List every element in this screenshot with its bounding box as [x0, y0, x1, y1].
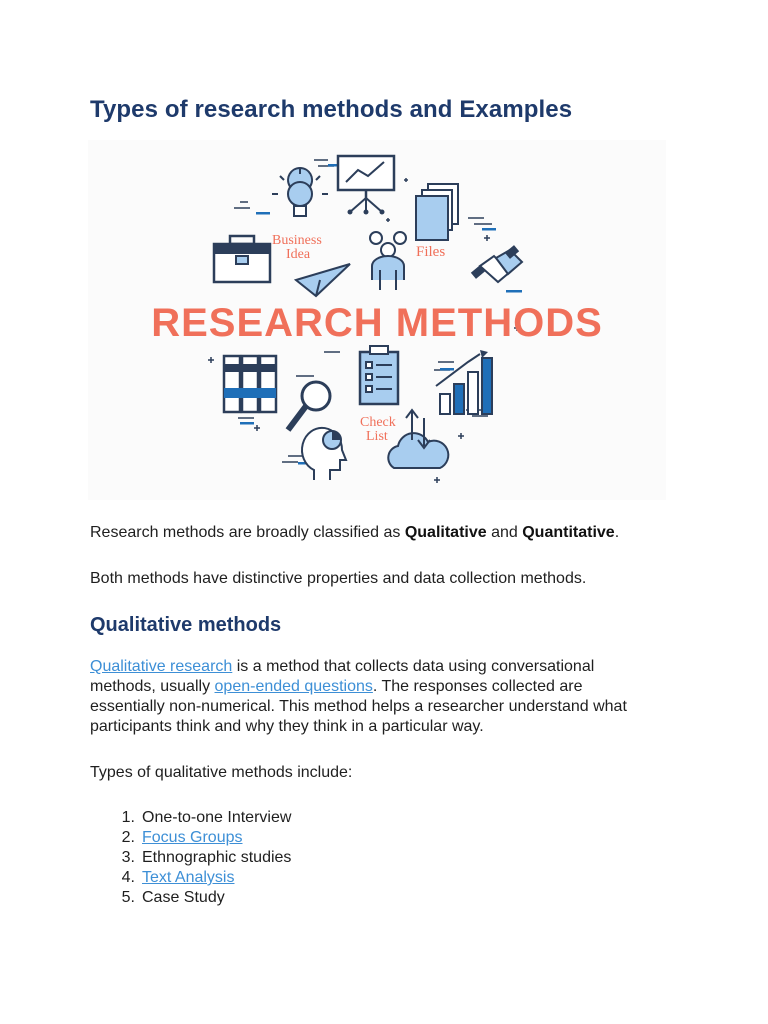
checklist-icon: [360, 346, 398, 404]
list-item-number: 2.: [121, 829, 135, 846]
list-item-text: Ethnographic studies: [142, 849, 292, 866]
list-item: [90, 888, 291, 908]
list-item-text: Case Study: [142, 889, 225, 906]
cloud-upload-icon: [388, 410, 448, 468]
paper-plane-icon: [296, 264, 350, 296]
head-analytics-icon: [302, 428, 346, 480]
qualitative-line2-prefix: methods, usually: [90, 678, 215, 695]
types-intro-text: Types of qualitative methods include:: [90, 764, 353, 781]
list-item-number: 3.: [121, 849, 135, 866]
text-analysis-link[interactable]: Text Analysis: [142, 869, 235, 886]
handshake-icon: [471, 245, 522, 282]
list-item: [90, 828, 291, 848]
briefcase-icon: [214, 236, 270, 282]
list-item-text: One-to-one Interview: [142, 809, 292, 826]
intro-text-mid: and: [486, 524, 523, 541]
qualitative-methods-heading: Qualitative methods: [90, 614, 282, 636]
magnifying-glass-icon: [288, 382, 330, 430]
light-bulb-icon: [272, 168, 328, 216]
qualitative-term: Qualitative: [404, 524, 487, 541]
business-idea-label-line2: Idea: [286, 247, 311, 262]
presentation-board-icon: [338, 156, 394, 215]
qualitative-description-line3: essentially non-numerical. This method helps a researcher understand what: [90, 698, 627, 715]
qualitative-description-line4: participants think and why they think in a particular way.: [90, 718, 484, 735]
files-icon: [416, 184, 458, 240]
check-list-label-line1: Check: [360, 415, 396, 430]
methods-properties-paragraph: Both methods have distinctive properties and data collection methods.: [90, 570, 587, 587]
qualitative-description-line1: [90, 657, 594, 677]
open-ended-questions-link[interactable]: open-ended questions: [214, 678, 373, 695]
intro-text-suffix: .: [614, 524, 620, 541]
list-item-number: 1.: [121, 809, 135, 826]
binders-icon: [224, 356, 276, 412]
focus-groups-link[interactable]: Focus Groups: [142, 829, 243, 846]
list-item: [90, 868, 291, 888]
qualitative-methods-list: [90, 808, 291, 908]
research-methods-illustration: [88, 140, 666, 500]
intro-paragraph: [90, 523, 619, 543]
qualitative-line1-text: is a method that collects data using conversational: [232, 658, 595, 675]
quantitative-term: Quantitative: [522, 524, 615, 541]
check-list-label-line2: List: [366, 429, 388, 444]
growth-chart-icon: [436, 350, 492, 414]
list-item-number: 5.: [121, 889, 135, 906]
intro-text-prefix: Research methods are broadly classified as: [90, 524, 405, 541]
qualitative-description-line2: [90, 677, 582, 697]
list-item-number: 4.: [121, 869, 135, 886]
qualitative-line2-text: . The responses collected are: [372, 678, 583, 695]
files-label: Files: [416, 244, 446, 260]
page-title: Types of research methods and Examples: [90, 96, 573, 123]
team-icon: [370, 232, 406, 290]
list-item: [90, 848, 291, 868]
business-idea-label-line1: Business: [272, 233, 322, 248]
list-item: [90, 808, 291, 828]
qualitative-research-link[interactable]: Qualitative research: [90, 658, 233, 675]
research-methods-banner: RESEARCH METHODS: [151, 301, 603, 345]
